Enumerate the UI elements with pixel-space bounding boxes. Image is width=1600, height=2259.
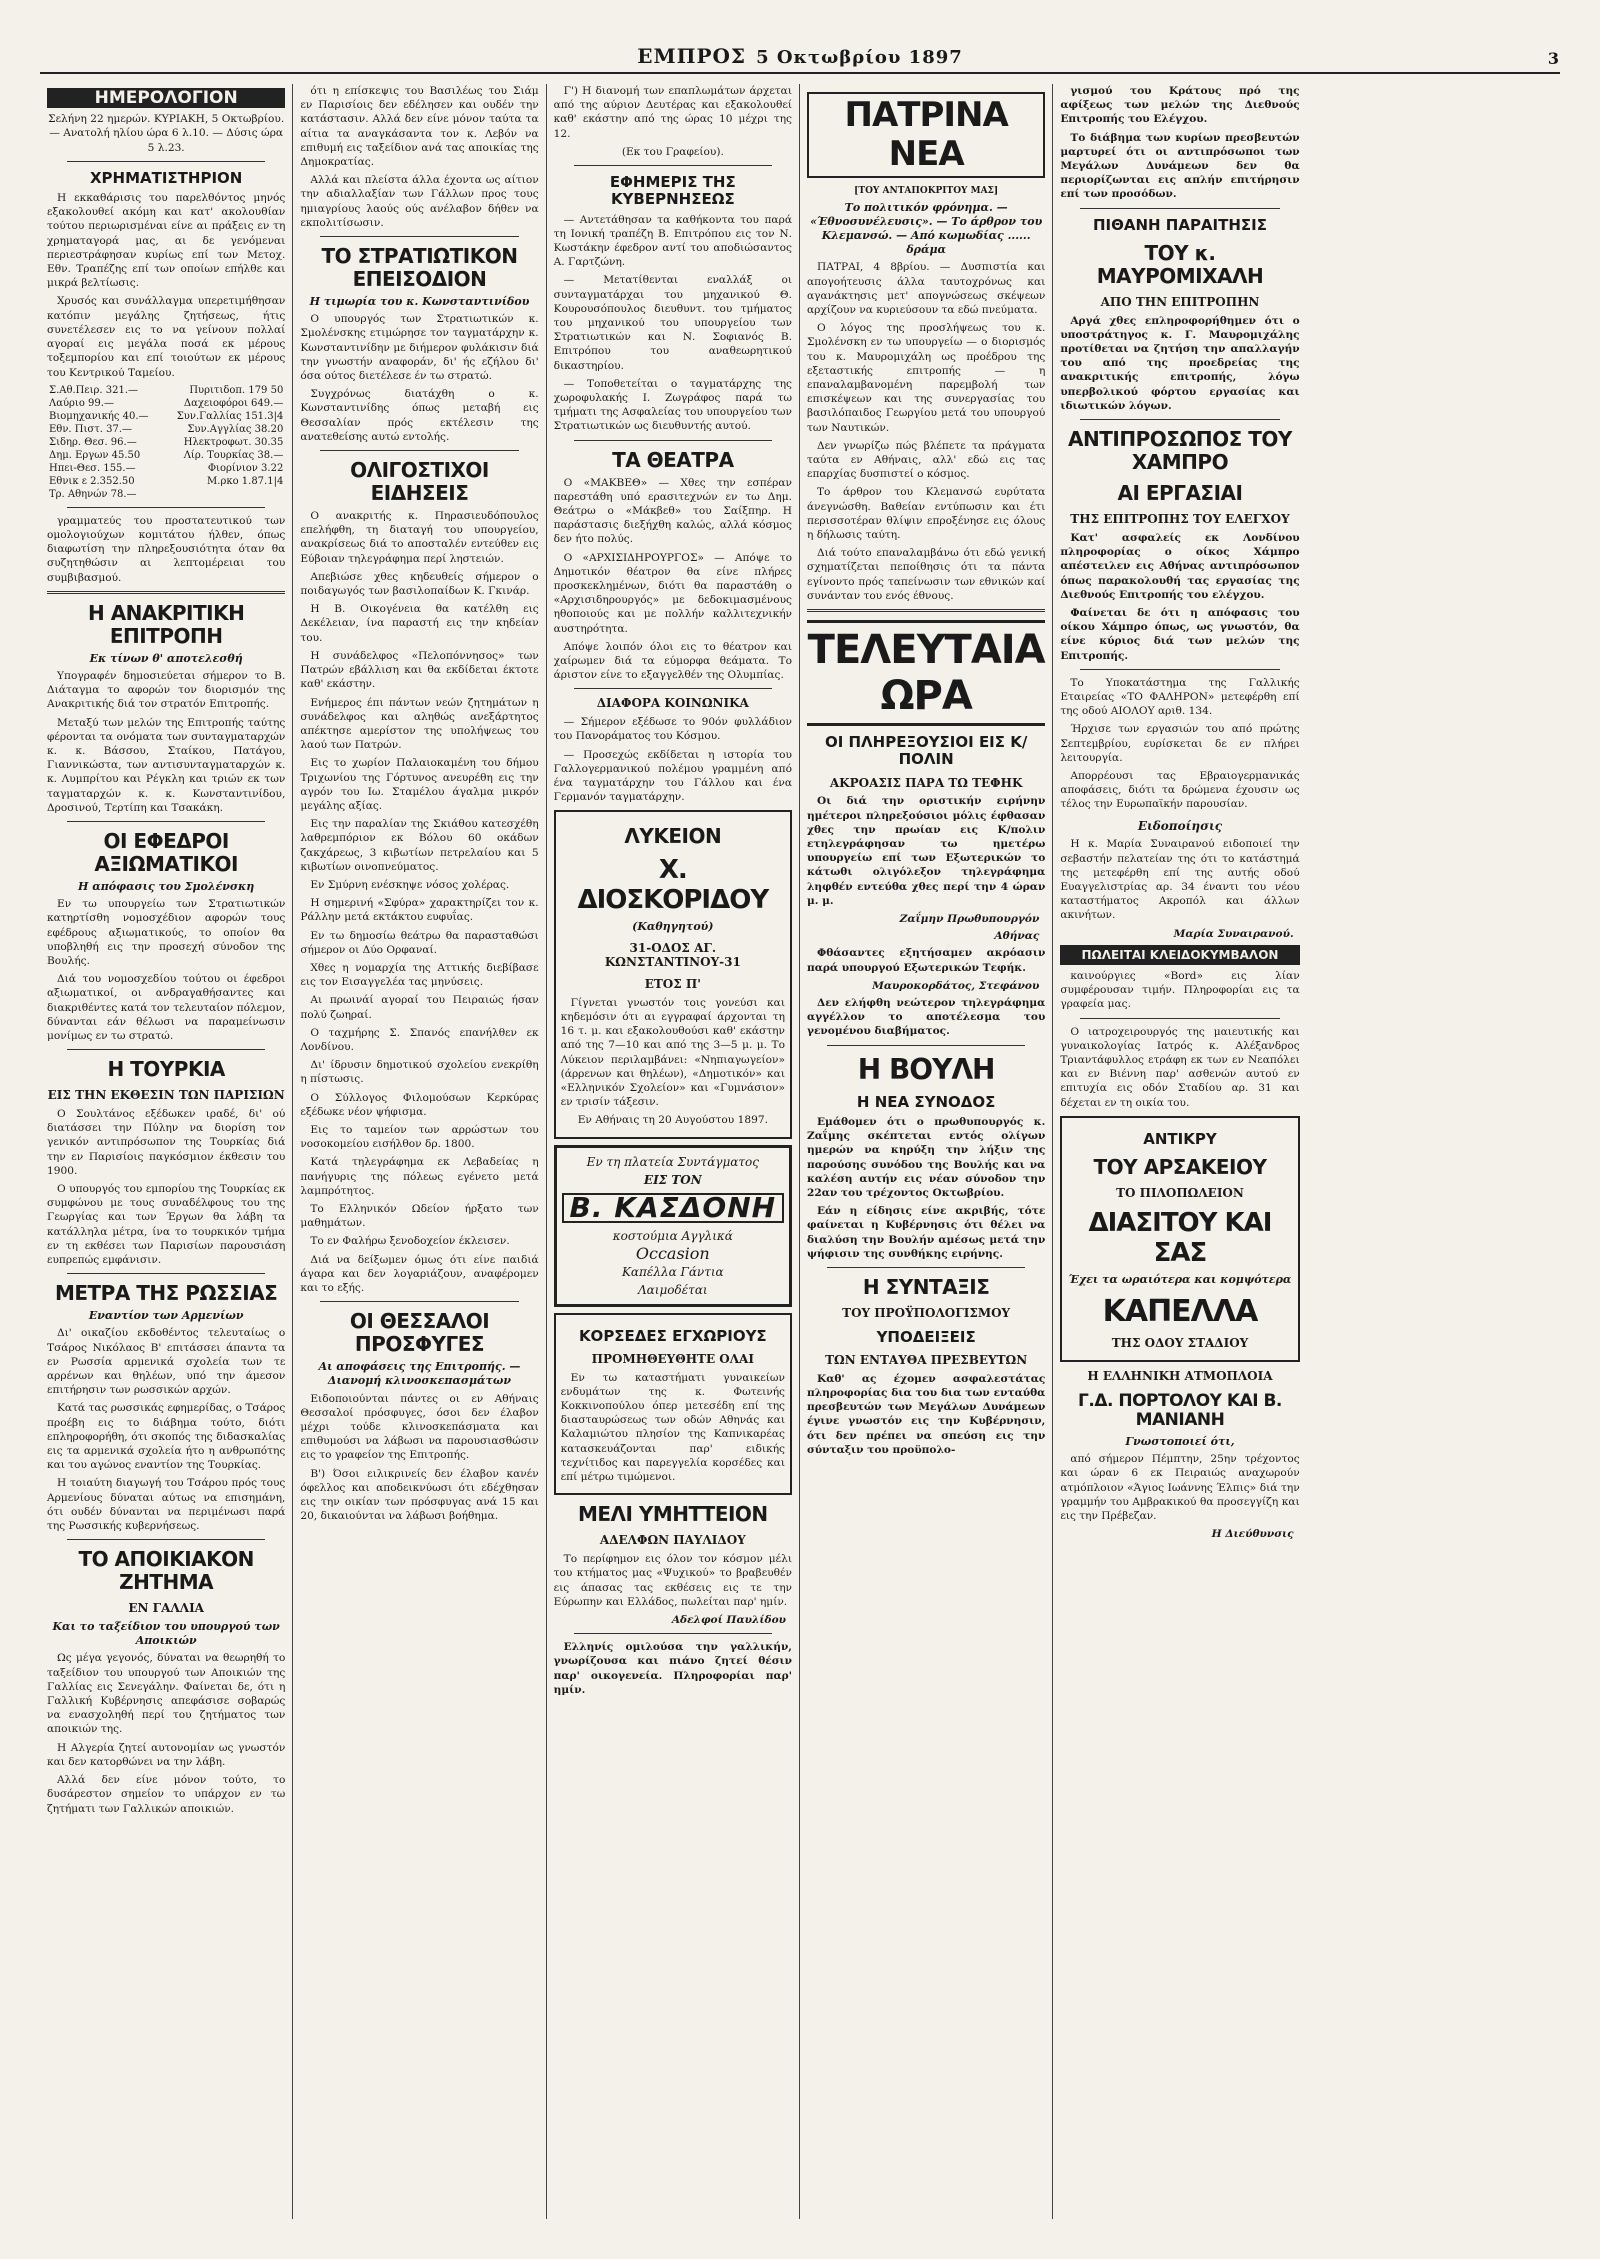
notification-paragraph: Η κ. Μαρία Συναιρανού ειδοποιεί την σεβαστήν πελατείαν της ότι το κατάστημά της μετεφέρθη επί της αυτής οδού Ευαγγελιστρίας αρ. 34 έναντι του νέου καταστήματος Ακροπόλ και άλλων ακινήτων.: [1060, 838, 1300, 922]
last-hour-paragraph: Φθάσαντες εξητήσαμεν ακρόασιν παρά υπουργού Εξωτερικών Τεφήκ.: [806, 947, 1046, 974]
last-hour-subtitle: ΟΙ ΠΛΗΡΕΞΟΥΣΙΟΙ ΕΙΣ Κ/ΠΟΛΙΝ: [824, 733, 1028, 769]
brief-item: Ο ανακριτής κ. Πηρασιευδόπουλος επελήφθη, τη διαταγή του υπουργείου, ανακρίσεως διά το αποσταλέν εντεύθεν εις Εύβοιαν τηλεγράφημα περί ληστειών.: [300, 510, 539, 565]
rate-cell: Σιδηρ. Θεσ. 96.—: [49, 436, 137, 448]
kasdoni-line: Καπέλλα Γάντια: [621, 1264, 724, 1279]
brief-item: Η σημερινή «Σφύρα» χαρακτηρίζει τον κ. Ράλλην μετά εκτάκτου ευφυΐας.: [300, 897, 539, 924]
shipping-subtitle: Γνωστοποιεί ότι,: [1125, 1435, 1235, 1449]
rates-row: [47, 449, 285, 462]
classified-ad: Ελληνίς ομιλούσα την γαλλικήν, γνωρίζουσα και πιάνο ζητεί θέσιν παρ' οικογενεία. Πληροφορίαι παρ' ημίν.: [553, 1641, 792, 1696]
colony-paragraph: Αλλά δεν είνε μόνον τούτο, το δυσάρεστον σημείον το υπάρχον εν τω ζητήματι των Γαλλικών αποικιών.: [47, 1774, 286, 1815]
doctor-paragraph: Ο ιατροχειρουργός της μαιευτικής και γυναικολογίας Ιατρός κ. Αλέξανδρος Τριαντάφυλλος ετράφη εκ των εν Νεαπόλει και εν Βιέννη παρ' ασθενών αυτού εν επιτυχία εις οδόν Σταδίου αρ. 31 και δέχεται εν τη οικία του.: [1060, 1025, 1300, 1109]
colony-subtitle: ΕΝ ΓΑΛΛΙΑ: [128, 1601, 204, 1616]
parliament-paragraph: Εμάθομεν ότι ο πρωθυπουργός κ. Ζαΐμης σκέπτεται εντός ολίγων ημερών να κηρύξη την λήξιν της παρούσης συνόδου της Βουλής και να καλέση αυτήν εις νέαν σύνοδον την 22αν του τρέχοντος Οκτωβρίου.: [806, 1116, 1046, 1200]
divider: [67, 1273, 265, 1274]
notice-paragraph: Το Υποκατάστημα της Γαλλικής Εταιρείας «ΤΟ ΦΑΛΗΡΟΝ» μετεφέρθη επί της οδού ΑΙΟΛΟΥ αριθ. 134.: [1060, 676, 1300, 718]
last-hour-signature: Μαυροκορδάτος, Στεφάνου: [872, 979, 1040, 992]
lyceum-address: 31-ΟΔΟΣ ΑΓ. ΚΩΝΣΤΑΝΤΙΝΟΥ-31: [604, 941, 741, 970]
divider: [320, 236, 518, 237]
rates-row: [47, 436, 285, 449]
divider: [1080, 1018, 1279, 1019]
lyceum-ad: [554, 810, 792, 1138]
kasdoni-line: Λαιμοδέται: [638, 1282, 708, 1297]
patras-subtitle: [ΤΟΥ ΑΝΤΑΠΟΚΡΙΤΟΥ ΜΑΣ]: [854, 186, 999, 197]
page-number: 3: [1547, 49, 1560, 68]
diverse-paragraph: — Σήμερον εξέδωσε το 90όν φυλλάδιον του Πανοράματος του Κόσμου.: [553, 716, 792, 743]
lyceum-subtitle: (Καθηγητού): [632, 920, 714, 934]
gazette-paragraph: — Τοποθετείται ο ταγματάρχης της χωροφυλακής Ι. Ζωγράφος παρά τω τμήματι της Ασφαλείας του υπουργείου των Στρατιωτικών ως διευθυντής αυτού.: [553, 377, 792, 433]
arsakeion-paragraph: Έχει τα ωραιότερα και κομψότερα: [1068, 1272, 1292, 1286]
colony-title: ΤΟ ΑΠΟΙΚΙΑΚΟΝ ΖΗΤΗΜΑ: [78, 1547, 254, 1595]
embassy-paragraph: Καθ' ας έχομεν ασφαλεστάτας πληροφορίας δια του δια των ενταύθα πρεσβευτών των Μεγάλων Δυνάμεων έγινε γνωστόν εις την Κυβέρνησιν, ότι δεν πρέπει να σπεύση εις την σύνταξιν του προϋπολο-: [806, 1372, 1046, 1456]
corset-ad: [554, 1313, 792, 1496]
resign-paragraph: Αργά χθες επληροφορήθημεν ότι ο υποστράτηγος κ. Γ. Μαυρομιχάλης προτίθεται να ζητήση την απαλλαγήν του από της προεδρείας της ανακριτικής επιτροπής, λόγω υπερβολικού φόρτου εργασίας και ιδιωτικών λόγων.: [1060, 314, 1300, 412]
parliament-title: Η ΒΟΥΛΗ: [857, 1052, 995, 1086]
brief-item: Το Ελληνικόν Ωδείον ήρξατο των μαθημάτων.: [300, 1203, 539, 1230]
brief-item: Εις το χωρίον Παλαιοκαμένη του δήμου Τριχωνίου της Γόρτυνος ανευρέθη εις την αγρόν του Ιω. Σταμέλου άγαλμα μικρόν μεγάλης αξίας.: [300, 757, 539, 812]
patras-paragraph: ΠΑΤΡΑΙ, 4 8βρίου. — Δυσπιστία και απογοήτευσις άλλα ταυτοχρόνως και αγανάκτησις μετ' απογνώσεως σκέψεων αρχίζουν να κυριεύσουν τα εδώ πνεύματα.: [806, 261, 1046, 316]
divider: [574, 1633, 772, 1634]
divider: [574, 165, 772, 166]
brief-item: Ο ταχμήρης Σ. Σπανός επανήλθεν εκ Λονδίνου.: [300, 1026, 539, 1053]
brief-item: Δι' ίδρυσιν δημοτικού σχολείου ενεκρίθη η πίστωσις.: [300, 1059, 539, 1086]
rate-cell: Μ.ρκο 1.87.1|4: [207, 475, 284, 487]
parliament-paragraph: Εάν η είδησις είνε ακριβής, τότε φαίνεται η Κυβέρνησις ότι θέλει να διαλύση την Βουλήν αμέσως μετά την ψήφισιν της συνθήκης ειρήνης.: [806, 1205, 1046, 1260]
rate-cell: Λίρ. Τουρκίας 38.—: [183, 449, 284, 461]
rates-row: [47, 384, 285, 397]
patras-paragraph: Διά τούτο επαναλαμβάνω ότι εδώ γενική σχηματίζεται πεποίθησις ότι τα πάντα εγίνοντο πρός ταπείνωσιν των εθνικών καί συνάνταν του ενός έθνους.: [806, 547, 1046, 602]
theatre-paragraph: Απόψε λοιπόν όλοι εις το θέατρον και χαίρωμεν διά τα εύμορφα θεάματα. Το άριστον είνε το εξαγγελθέν της Ολυμπίας.: [553, 640, 792, 682]
army-paragraph: Ο υπουργός των Στρατιωτικών κ. Σμολένσκης ετιμώρησε τον ταγματάρχην κ. Κωνσταντινίδην με διήμερον φυλάκισιν διά την γνωστήν αναφοράν, δι' ής εζήλου δι' όσα ούτος διετέλεσε έν τω στρατώ.: [300, 313, 539, 383]
resign-title: ΠΙΘΑΝΗ ΠΑΡΑΙΤΗΣΙΣ: [1092, 215, 1267, 234]
market-paragraph: Η εκκαθάρισις του παρελθόντος μηνός εξακολουθεί ακόμη και κατ' ακολουθίαν τούτου περιωρισμέναι είνε αι πράξεις εν τη χρηματαγορά μας, αι δε γενόμεναι περιεστράφησαν κυρίως επί των Μετοχ. Εθν. Τραπέζης επί των οποίων επήλθε και μικρά βελτίωσις.: [47, 192, 286, 290]
rate-cell: Ηλεκτροφωτ. 30.35: [183, 436, 284, 448]
ephor-subtitle: Η απόφασις του Σμολένσκη: [78, 879, 255, 893]
arsakeion-address: ΤΗΣ ΟΔΟΥ ΣΤΑΔΙΟΥ: [1111, 1336, 1249, 1351]
divider: [67, 821, 265, 822]
rate-cell: Συν.Γαλλίας 151.3|4: [176, 410, 284, 422]
arsakeion-subtitle: ΤΟ ΠΙΛΟΠΩΛΕΙΟΝ: [1116, 1186, 1244, 1201]
divider: [574, 440, 772, 441]
rates-row: [47, 475, 285, 488]
patras-paragraph: Ο λόγος της προσλήψεως του κ. Σμολένσκη εν τω υπουργείω — ο διορισμός του κ. Μαυρομιχάλη ως προέδρου της εξεταστικής επιτροπής — η επαναλαμβανομένη παρεμβολή των επισκέψεων και της συνεργασίας του βασιλόπαιδος Γεωργίου μετά του υπουργού των Ναυτικών.: [806, 322, 1046, 434]
market-paragraph: Χρυσός και συνάλλαγμα υπερετιμήθησαν κατόπιν μεγάλης ζητήσεως, ήτις συνετέλεσεν εις το να γείνουν πολλαί αγοραί εις μεγάλα ποσά εκ μέρους τοξεμπορίου και επί τοιούτων εκ μέρους του Κεντρικού Ταμείου.: [47, 295, 286, 379]
crete-title: Η ΑΝΑΚΡΙΤΙΚΗ ΕΠΙΤΡΟΠΗ: [88, 600, 245, 648]
brief-item: Διά να δείξωμεν όμως ότι είνε παιδιά άγαρα και δεν λογαριάζουν, αναφέρομεν και το εξής.: [300, 1253, 539, 1295]
patras-kicker: Το πολιτικόν φρόνημα. — «Έθνοσυνέλευσις». — Το άρθρον του Κλεμανσώ. — Από κωμωδίας ...... δράμα: [810, 200, 1043, 257]
masthead: [40, 40, 1560, 74]
theatre-paragraph: Ο «ΑΡΧΙΣΙΔΗΡΟΥΡΓΟΣ» — Απόψε το Δημοτικόν θέατρον θα είνε πλήρες προσκεκλημένων, διότι θα παραστάθη ο «Αρχισιδηρουργός» με δεδοκιμασμένους ηθοποιούς και με πολλήν καλλιτεχνικήν αυστηρότητα.: [553, 551, 792, 635]
crete-subtitle: Εκ τίνων θ' αποτελεσθή: [89, 651, 243, 665]
lyceum-year: ΕΤΟΣ Π': [644, 977, 701, 991]
colony-paragraph: Η Αλγερία ζητεί αυτονομίαν ως γνωστόν και δεν κατορθώνει να την λάβη.: [47, 1741, 286, 1768]
lyceum-paragraph: Γίγνεται γνωστόν τοις γονεύσι και κηδεμόσιν ότι αι εγγραφαί άρχονται τη 16 τ. μ. και εξακολουθούσι καθ' εκάστην από της 7—10 και από της 3—5 μ. μ. Το Λύκειον περιλαμβάνει: «Νηπιαγωγείον» (άρρενων και θηλέων), «Δημοτικόν» και «Ελληνικόν Σχολείον» και «Γυμνάσιον» εν τρισίν τάξεσιν.: [560, 996, 785, 1109]
rates-row: [47, 423, 285, 436]
divider: [574, 688, 772, 689]
rate-cell: Βιομηχανικής 40.—: [49, 410, 149, 422]
rate-cell: Ηπει-Θεσ. 155.—: [49, 462, 136, 474]
brief-item: Αι πρωινάί αγοραί του Πειραιώς ήσαν πολύ ζωηραί.: [300, 994, 539, 1021]
embassy-subtitle: ΤΩΝ ΕΝΤΑΥΘΑ ΠΡΕΣΒΕΥΤΩΝ: [825, 1353, 1028, 1368]
rates-row: [47, 462, 285, 475]
divider: [807, 609, 1045, 612]
lyceum-title: ΛΥΚΕΙΟΝ: [624, 824, 722, 849]
brief-title: ΟΛΙΓΟΣΤΙΧΟΙ ΕΙΔΗΣΕΙΣ: [350, 458, 489, 506]
last-hour-signature: Αθήνας: [994, 930, 1040, 943]
divider: [67, 507, 265, 508]
budget-subtitle: ΤΟΥ ΠΡΟΫΠΟΛΟΓΙΣΜΟΥ: [842, 1306, 1011, 1321]
army-title: ΤΟ ΣΤΡΑΤΙΩΤΙΚΟΝ ΕΠΕΙΣΟΔΙΟΝ: [321, 244, 518, 292]
ephor-paragraph: Διά του νομοσχεδίου τούτου οι έφεδροι αξιωματικοί, οι ανδραγαθήσαντες και διακριθέντες κατά τον τελευταίον πόλεμον, δύνανται εάν θέλωσι να παραμείνωσιν μονίμως εν τω στρατώ.: [47, 973, 286, 1042]
honey-subtitle: ΑΔΕΛΦΩΝ ΠΑΥΛΙΔΟΥ: [599, 1533, 746, 1548]
divider: [47, 591, 285, 594]
almanac-text: Σελήνη 22 ημερών. ΚΥΡΙΑΚΗ, 5 Οκτωβρίου. — Ανατολή ηλίου ώρα 6 λ.10. — Δύσις ώρα 5 λ.23.: [48, 113, 285, 154]
rates-row: [47, 488, 285, 501]
crete-paragraph: Μεταξύ των μελών της Επιτροπής ταύτης φέρονται τα ονόματα των συνταγματαρχών κ. κ. Βάσσου, Σταίκου, Πατάγου, Γιαννικώστα, των αντισυνταγματαρχών κ. κ. Λυμπρίτου και Ρέγκλη και τριών εκ των ταγματαρχών κ. κ. Κωνσταντινίδου, Δροσινού, Τερτίπη και Τσακάκη.: [47, 716, 286, 814]
column-2: [293, 84, 546, 2219]
gazette-paragraph: — Μετατίθενται εναλλάξ οι συνταγματάρχαι του μηχανικού Θ. Κουρουσόπουλος διευθυντ. του τμήματος του μηχανικού του υπουργείου των Στρατιωτικών και Ν. Σοφιανός Β. Επιτρόπου του αναθεωρητικού δικαστηρίου.: [553, 274, 792, 372]
hambro-subtitle: ΑΙ ΕΡΓΑΣΙΑΙ: [1117, 481, 1243, 506]
brief-item: Η Β. Οικογένεια θα κατέλθη εις Δεκέλειαν, ίνα παραστή εις την κηδείαν του.: [300, 603, 539, 644]
almanac-title: ΗΜΕΡΟΛΟΓΙΟΝ: [47, 88, 285, 108]
parliament-subtitle: Η ΝΕΑ ΣΥΝΟΔΟΣ: [856, 1092, 996, 1111]
rate-cell: Δαχειοφόροι 649.—: [183, 397, 284, 409]
kasdoni-line: Occasion: [635, 1243, 710, 1263]
hambro-paragraph: Κατ' ασφαλείς εκ Λονδίνου πληροφορίας ο οίκος Χάμπρο απέστειλεν εις Αθήνας αντιπρόσωπον όπως παρακολουθή τας εργασίας της Διεθνούς Επιτροπής του ελέγχου.: [1060, 531, 1300, 601]
column-1: [40, 84, 293, 2219]
arsakeion-name: ΔΙΑΣΙΤΟΥ ΚΑΙ ΣΑΣ: [1088, 1207, 1272, 1268]
cymbal-paragraph: καινούργιες «Bord» εις λίαν συμφέρουσαν τιμήν. Πληροφορίαι εις τα γραφεία μας.: [1060, 969, 1300, 1011]
thessal-paragraph: Β') Όσοι ειλικρινείς δεν έλαβον κανέν όφελλος και αποδεικνύωσι ότι εδέχθησαν εις την οικίαν των πρόσφυγας ανά 15 και 20, δικαιούνται να λάβωσι βοήθημα.: [300, 1467, 539, 1523]
divider: [320, 450, 518, 451]
ephor-title: ΟΙ ΕΦΕΔΡΟΙ ΑΞΙΩΜΑΤΙΚΟΙ: [94, 828, 238, 876]
resign-title-2: ΤΟΥ κ. ΜΑΥΡΟΜΙΧΑΛΗ: [1096, 240, 1264, 288]
army-subtitle: Η τιμωρία του κ. Κωνσταντινίδου: [309, 295, 530, 309]
last-hour-signature: Ζαΐμην Πρωθυπουργόν: [899, 912, 1040, 925]
kasdoni-line: Εν τη πλατεία Συντάγματος: [586, 1154, 759, 1169]
honey-title: ΜΕΛΙ ΥΜΗΤΤΕΙΟΝ: [577, 1502, 768, 1527]
brief-item: Ενήμερος έπι πάντων νεών ζητημάτων η συνάδελφος και αληθώς ανεξάρτητος απέκτησε αμερίστον της υπολήψεως του λαού των Πατρών.: [300, 696, 539, 752]
hambro-paragraph: Φαίνεται δε ότι η απόφασις του οίκου Χάμπρο όπως, ως γνωστόν, θα είνε κύριος διά των μελών της Επιτροπής.: [1060, 606, 1300, 662]
divider: [67, 161, 265, 162]
turkey-title: Η ΤΟΥΡΚΙΑ: [107, 1057, 225, 1082]
budget-title: Η ΣΥΝΤΑΞΙΣ: [862, 1275, 990, 1300]
thessal-subtitle: Αι αποφάσεις της Επιτροπής. — Διανομή κλινοσκεπασμάτων: [318, 1360, 521, 1388]
theatre-title: ΤΑ ΘΕΑΤΡΑ: [612, 447, 734, 472]
turkey-paragraph: Ο Σουλτάνος εξέδωκεν ιραδέ, δι' ού διατάσσει την Πύλην να διορίση τον γενικόν αντιπρόσωπον της Τουρκίας διά την εν Παρισίοις παγκόσμιον έκθεσιν του 1900.: [47, 1107, 286, 1177]
last-hour-paragraph: Οι διά την οριστικήν ειρήνην ημέτεροι πληρεξούσιοι μόλις έφθασαν χθες την πρωίαν εις Κ/πολιν ετηλεγράφησαν τω ημετέρω υπουργείω επί των Εξωτερικών το κάτωθι ολιγόλεξον τηλεγράφημα ληφθέν εντεύθα χθες περί την 4 ώραν μ. μ.: [806, 795, 1046, 907]
brief-item: Κατά τηλεγράφημα εκ Λεβαδείας η πανήγυρις της πόλεως εγένετο μετά λαμπρότητος.: [300, 1156, 539, 1197]
column-5: [1053, 84, 1306, 2219]
lyceum-name: Χ. ΔΙΟΣΚΟΡΙΔΟΥ: [577, 855, 769, 916]
brief-item: Χθες η νομαρχία της Αττικής διεβίβασε εις τον Εισαγγελέα τας μηνύσεις.: [300, 961, 539, 989]
resign-title-3: ΑΠΟ ΤΗΝ ΕΠΙΤΡΟΠΗΝ: [1100, 294, 1260, 309]
hambro-title: ΑΝΤΙΠΡΟΣΩΠΟΣ ΤΟΥ ΧΑΜΠΡΟ: [1068, 427, 1292, 475]
lyceum-date: Εν Αθήναις τη 20 Αυγούστου 1897.: [577, 1114, 768, 1127]
article-paragraph: Αλλά και πλείστα άλλα έχοντα ως αίτιον την αδιαλλαξίαν των Γάλλων προς τους ημιαγρίους λαούς ούς ανέλαβον δήθεν να εκπολιτίσωσιν.: [300, 174, 539, 229]
diverse-paragraph: — Προσεχώς εκδίδεται η ιστορία του Γαλλογερμανικού πολέμου γραμμένη από ένα ταγματάρχην του Γάλλου και ένα Γερμανόν ταγματάρχην.: [553, 748, 792, 804]
rate-cell: Εθνικ ε 2.352.50: [49, 475, 135, 487]
newspaper-name: ΕΜΠΡΟΣ: [637, 44, 747, 68]
honey-paragraph: Το περίφημον εις όλον τον κόσμον μέλι του κτήματος μας «Ψυχικού» το βραβευθέν εις άπασας τας εκθέσεις εις τε την Εύρωπην και Ελλάδος, πωλείται παρ' ημίν.: [553, 1553, 792, 1608]
notice-paragraph: Ήρχισε των εργασιών του από πρώτης Σεπτεμβρίου, ευρίσκεται δε εν πλήρει λειτουργία.: [1060, 723, 1300, 764]
brief-item: Ο Σύλλογος Φιλομούσων Κερκύρας εξέδωκε νέον ψήφισμα.: [300, 1091, 539, 1118]
diverse-title: ΔΙΑΦΟΡΑ ΚΟΙΝΩΝΙΚΑ: [596, 696, 749, 711]
corset-title: ΚΟΡΣΕΔΕΣ ΕΓΧΩΡΙΟΥΣ: [578, 1326, 767, 1345]
divider: [827, 1045, 1025, 1046]
last-hour-subtitle-2: ΑΚΡΟΑΣΙΣ ΠΑΡΑ ΤΩ ΤΕΦΗΚ: [829, 775, 1023, 790]
rate-cell: Φιορίνιον 3.22: [207, 462, 284, 474]
russia-subtitle: Εναντίον των Αρμενίων: [88, 1309, 244, 1323]
cymbal-title: ΠΩΛΕΙΤΑΙ ΚΛΕΙΔΟΚΥΜΒΑΛΟΝ: [1060, 945, 1299, 965]
rate-cell: Δημ. Εργων 45.50: [49, 449, 141, 461]
arsakeion-title: ΑΝΤΙΚΡΥ: [1143, 1129, 1217, 1148]
rate-cell: Πυριτιδοπ. 179 50: [189, 384, 284, 396]
columns: [40, 84, 1560, 2219]
brief-item: Εις το ταμείον των αρρώστων του νοσοκομείου εισήλθον δρ. 1800.: [300, 1123, 539, 1151]
rate-cell: Λαύριο 99.—: [49, 397, 114, 409]
article-paragraph: ότι η επίσκεψις του Βασιλέως του Σιάμ εν Παρισίοις δεν εδέλησεν και ουδέν την κατάστασιν. Αλλά δεν είνε μόνον ταύτα τα αίτια τα αναγκάσαντα τον κ. Λεβόν να επιθυμή εις ταξείδιον ανά τας αποικίας της Δημοκρατίας.: [300, 85, 539, 169]
gazette-title: ΕΦΗΜΕΡΙΣ ΤΗΣ ΚΥΒΕΡΝΗΣΕΩΣ: [609, 173, 736, 209]
kasdoni-ad: [554, 1145, 792, 1307]
rates-table: [47, 384, 285, 501]
gazette-paragraph: — Αντετάθησαν τα καθήκοντα του παρά τη Ιονική τραπέζη Β. Επιτρόπου εις τον Ν. Κωστάκην έφεδρον αντί του αποδιώσαντος Α. Γαρτζώνη.: [553, 213, 792, 269]
notice-paragraph: Απορρέουσι τας Εβραιογερμανικάς αποφάσεις, διότι τα δρώμενα έχουσιν ως τέλος την Ευρωπαϊκήν παρουσίαν.: [1060, 769, 1300, 811]
honey-signature: Αδελφοί Παυλίδου: [671, 1613, 786, 1626]
patras-title: ΠΑΤΡΙΝΑ ΝΕΑ: [807, 92, 1045, 178]
article-paragraph: γισμού του Κράτους πρό της αφίξεως των μελών της Διεθνούς Επιτροπής του Ελέγχου.: [1060, 85, 1300, 126]
rates-row: [47, 410, 285, 423]
brief-item: Εν τω δημοσίω θεάτρω θα παρασταθώσι σήμερον οι Δύο Ορφαναί.: [300, 929, 539, 956]
market-title: ΧΡΗΜΑΤΙΣΤΗΡΙΟΝ: [89, 168, 243, 187]
army-paragraph: Συγχρόνως διατάχθη ο κ. Κωνσταντινίδης όπως μεταβή εις Θεσσαλίαν πρός εκτέλεσιν της ανατεθείσης αυτώ εντολής.: [300, 388, 539, 443]
brief-item: Εις την παραλίαν της Σκιάθου κατεσχέθη λαθρεμπόριον εκ Βόλου 60 οκάδων ζακχάρεως, 3 κιβωτίων πετρελαίου και 5 κιβωτίων οινοπνεύματος.: [300, 818, 539, 873]
embassy-title: ΥΠΟΔΕΙΞΕΙΣ: [876, 1327, 976, 1346]
hambro-subtitle-2: ΤΗΣ ΕΠΙΤΡΟΠΗΣ ΤΟΥ ΕΛΕΓΧΟΥ: [1070, 512, 1290, 527]
brief-item: Η συνάδελφος «Πελοπόννησος» των Πατρών εβάλλιση και θα εκδίδεται έκτοτε καθ' εκάστην.: [300, 649, 539, 691]
corset-subtitle: ΠΡΟΜΗΘΕΥΘΗΤΕ ΟΛΑΙ: [591, 1351, 754, 1366]
divider: [827, 1267, 1025, 1268]
issue-date: 5 Οκτωβρίου 1897: [756, 47, 963, 68]
notification-title: Ειδοποίησις: [1137, 818, 1223, 833]
divider: [320, 1301, 518, 1302]
column-4: [800, 84, 1053, 2219]
colony-paragraph: Ως μέγα γεγονός, δύναται να θεωρηθή το ταξείδιον του υπουργού των Αποικιών της Γαλλίας εις Σενεγάλην. Φαίνεται δε, ότι η Γαλλική Κυβέρνησις απεφάσισε σοβαρώς να ενασχοληθή περί του ζητήματος των αποικιών της.: [47, 1652, 286, 1736]
market-paragraph: γραμματεύς του προστατευτικού των ομολογιούχων κομιτάτου ήλθεν, όπως διαφωτίση την πληρεξουσιότητα όταν θα συζητηθώσιν αι λεπτομέρειαι του συμβιβασμού.: [47, 514, 286, 584]
rate-cell: Εθν. Πιστ. 37.—: [49, 423, 133, 435]
rate-cell: Τρ. Αθηνών 78.—: [49, 488, 137, 500]
last-hour-paragraph: Δεν ελήφθη νεώτερον τηλεγράφημα αγγέλλον το αποτέλεσμα του γενομένου διαβήματος.: [806, 996, 1046, 1038]
ephor-paragraph: Εν τω υπουργείω των Στρατιωτικών κατηρτίσθη νομοσχέδιον αφορών τους εφέδρους αξιωματικούς, το οποίον θα υποβληθή εις την προσεχή σύνοδον της Βουλής.: [47, 898, 286, 967]
thessal-paragraph: Ειδοποιούνται πάντες οι εν Αθήναις Θεσσαλοί πρόσφυγες, όσοι δεν έλαβον μέχρι τούδε κλινοσκεπάσματα και επιθυμούσι να λάβωσι να παρουσιασθώσιν εις το γραφείον της Επιτροπής.: [300, 1392, 539, 1462]
divider: [67, 1049, 265, 1050]
arsakeion-big: ΚΑΠΕΛΛΑ: [1102, 1293, 1258, 1329]
divider: [1080, 669, 1279, 670]
rate-cell: [162, 488, 285, 501]
corset-paragraph: Εν τω καταστήματι γυναικείων ενδυμάτων της κ. Φωτεινής Κοκκινοπούλου όπερ μετεσέδη επί της διασταυρώσεως των οδών Αθηνάς και Καλαμιώτου πλησίον της Καπνικαρέας κατασκευάζονται παρ' ειδικής τεχνίτιδος και παρεγγελία κορσέδες και επί μέτρω τιμώμενοι.: [560, 1371, 785, 1484]
colony-kicker: Και το ταξείδιον του υπουργού των Αποικιών: [52, 1620, 280, 1648]
article-paragraph: Το διάβημα των κυρίων πρεσβευτών μαρτυρεί ότι οι αντιπρόσωποι των Μεγάλων Δυνάμεων δεν θα περιορίζωνται εις απλήν επιτήρησιν επί των προσόδων.: [1060, 131, 1300, 201]
divider: [1080, 419, 1279, 420]
patras-paragraph: Δεν γνωρίζω πώς βλέπετε τα πράγματα ταύτα εν Αθήναις, αλλ' εδώ εις τας επαρχίας δυσπιστεί ο κόσμος.: [806, 439, 1046, 481]
kasdoni-name: Β. ΚΑΣΔΟΝΗ: [562, 1193, 784, 1223]
russia-title: ΜΕΤΡΑ ΤΗΣ ΡΩΣΣΙΑΣ: [54, 1281, 278, 1306]
divider: [67, 1539, 265, 1540]
shipping-paragraph: από σήμερον Πέμπτην, 25ην τρέχοντος και ώραν 6 εκ Πειραιώς αναχωρούν ατμόπλοιον «Άγιος Ιωάννης Έλπις» διά την γραμμήν του Αμβρακικού θα προσεγγίζη και εις την Πρέβεζαν.: [1060, 1453, 1300, 1523]
brief-item: Απεβιώσε χθες κηδευθείς σήμερον ο ποιδαγωγός των βασιλοπαίδων Κ. Γκινάρ.: [300, 570, 539, 598]
theatre-paragraph: Ο «ΜΑΚΒΕΘ» — Χθες την εσπέραν παρεστάθη υπό ερασιτεχνών εν τω Δημ. Θεάτρω ο «Μάκβεθ» του Σαίξπηρ. Η παράστασις διεξήχθη καλώς, αλλά κόσμος δεν ήτο πολύς.: [553, 476, 792, 546]
patras-paragraph: Το άρθρον του Κλεμανσώ ευρύτατα άνεγνώσθη. Βαθείαν εντύπωσιν και έτι περισσοτέραν θλίψιν επροξένησε εις όλους η δήλωσις ταύτη.: [806, 486, 1046, 541]
russia-paragraph: Η τοιαύτη διαγωγή του Τσάρου πρός τους Αρμενίους δύναται αύτως να επισημάνη, ότι ουδέν δύνανται να περιμένωσι παρά της Ρωσσικής κυβερνήσεως.: [47, 1477, 286, 1533]
divider: [1080, 208, 1279, 209]
brief-item: Εν Σμύρνη ενέσκηψε νόσος χολέρας.: [310, 878, 510, 891]
notification-signature: Μαρία Συναιρανού.: [1173, 927, 1294, 940]
brief-item: Το εν Φαλήρω ξενοδοχείον έκλεισεν.: [310, 1235, 510, 1248]
crete-paragraph: Υπογραφέν δημοσιεύεται σήμερον το Β. Διάταγμα το αφορών τον διορισμόν της Ανακριτικής διά τον στρατόν Επιτροπής.: [47, 669, 286, 711]
arsakeion-title-2: ΤΟΥ ΑΡΣΑΚΕΙΟΥ: [1093, 1155, 1267, 1180]
kasdoni-line: κοστούμια Αγγλικά: [612, 1228, 733, 1243]
article-paragraph: Γ') Η διανομή των επαπλωμάτων άρχεται από της αύριον Δευτέρας και εξακολουθεί καθ' εκάστην από της ώρας 10 μέχρι της 12.: [553, 85, 792, 140]
kasdoni-line: ΕΙΣ ΤΟΝ: [643, 1172, 702, 1187]
last-hour-title: ΤΕΛΕΥΤΑΙΑ ΩΡΑ: [807, 620, 1045, 726]
rate-cell: Σ.Αθ.Πειρ. 321.—: [49, 384, 138, 396]
rates-row: [47, 397, 285, 410]
turkey-paragraph: Ο υπουργός του εμπορίου της Τουρκίας εκ συμφώνου με τους συναδέλφους του της Γεωργίας και των Έργων θα λάβη τα κατάλληλα μέτρα, ίνα το τουρκικόν τμήμα εν τη εκθέσει των Παρισίων παρουσιάση ευπρεπώς εμφάνισιν.: [47, 1183, 286, 1267]
shipping-title: Η ΕΛΛΗΝΙΚΗ ΑΤΜΟΠΛΟΙΑ: [1087, 1369, 1273, 1384]
article-source: (Εκ του Γραφείου).: [621, 145, 724, 158]
russia-paragraph: Κατά τας ρωσσικάς εφημερίδας, ο Τσάρος προέβη εις το διάβημα τούτο, διότι επληροφορήθη, ότι σκοπός της διδασκαλίας εις τα αρμενικά σχολεία ήτο η ανθρωπότης και του αγώνος εναντίον της Τουρκίας.: [47, 1402, 286, 1472]
shipping-name: Γ.Δ. ΠΟΡΤΟΛΟΥ ΚΑΙ Β. ΜΑΝΙΑΝΗ: [1078, 1390, 1282, 1431]
rate-cell: Συν.Αγγλίας 38.20: [187, 423, 284, 435]
column-3: [547, 84, 800, 2219]
russia-paragraph: Δι' οικαζίου εκδοθέντος τελευταίως ο Τσάρος Νικόλαος Β' επιτάσσει άπαντα τα εν Ρωσσία αρμενικά σχολεία των τε αρρένων και θηλέων, υπό την άμεσον επιτήρησιν των ρωσσικών αρχών.: [47, 1327, 286, 1397]
thessal-title: ΟΙ ΘΕΣΣΑΛΟΙ ΠΡΟΣΦΥΓΕΣ: [349, 1309, 490, 1357]
shipping-signature: Η Διεύθυνσις: [1211, 1528, 1294, 1541]
arsakeion-ad: [1060, 1116, 1299, 1362]
turkey-subtitle: ΕΙΣ ΤΗΝ ΕΚΘΕΣΙΝ ΤΩΝ ΠΑΡΙΣΙΩΝ: [47, 1088, 285, 1103]
